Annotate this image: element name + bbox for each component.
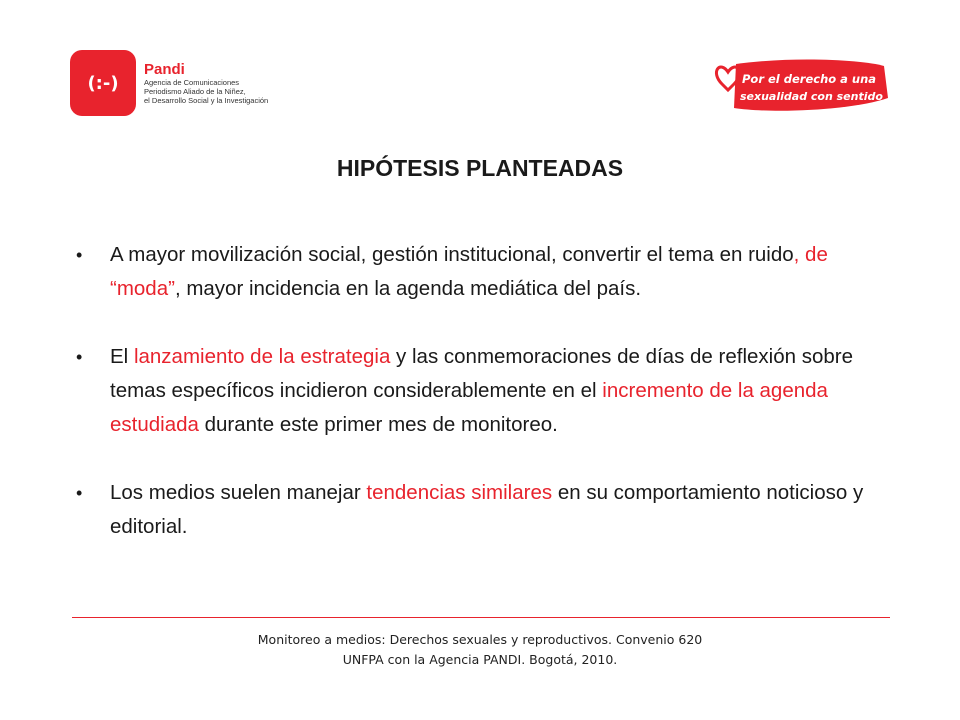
bullet-text <box>110 481 863 538</box>
footer <box>0 630 960 670</box>
highlighted-text: tendencias similares <box>366 481 553 504</box>
pandi-logo <box>70 50 268 116</box>
bullet-dot-icon: • <box>76 245 83 265</box>
campaign-line-1: Por el derecho a una <box>742 72 877 86</box>
body-text: A mayor movilización social, gestión institucional, convertir el tema en ruido <box>110 243 794 266</box>
bullet-item <box>76 238 896 306</box>
bullet-dot-icon: • <box>76 483 83 503</box>
campaign-logo-graphic <box>714 58 890 116</box>
body-text: El <box>110 345 134 368</box>
bullet-dot-icon: • <box>76 347 83 367</box>
smiley-icon: (:-) <box>70 50 136 116</box>
bullet-list <box>76 238 896 544</box>
body-text: en su comportamiento noticioso y editorial. <box>110 481 864 538</box>
bullet-text <box>110 243 828 300</box>
pandi-tagline-2: Periodismo Aliado de la Niñez, <box>144 87 246 96</box>
body-text: , mayor incidencia en la agenda mediática del país. <box>174 277 642 300</box>
campaign-logo <box>714 58 890 116</box>
pandi-tagline-1: Agencia de Comunicaciones <box>144 78 240 87</box>
body-text: durante este primer mes de monitoreo. <box>198 413 558 436</box>
pandi-name: Pandi <box>144 61 185 78</box>
pandi-logo-text <box>144 61 268 105</box>
campaign-line-2: sexualidad con sentido <box>740 90 883 103</box>
highlighted-text: lanzamiento de la estrategia <box>133 345 391 368</box>
body-text: Los medios suelen manejar <box>110 481 367 504</box>
footer-line-1: Monitoreo a medios: Derechos sexuales y reproductivos. Convenio 620 <box>257 632 703 647</box>
pandi-tagline-3: el Desarrollo Social y la Investigación <box>144 96 269 105</box>
page-title: HIPÓTESIS PLANTEADAS <box>336 155 624 181</box>
highlighted-text: incremento de la agenda estudiada <box>110 379 828 436</box>
bullet-item <box>76 340 896 442</box>
bullet-item <box>76 476 896 544</box>
footer-line-2: UNFPA con la Agencia PANDI. Bogotá, 2010. <box>342 652 618 667</box>
highlighted-text: , de “moda” <box>110 243 828 300</box>
body-text: y las conmemoraciones de días de reflexión sobre temas específicos incidieron considerablemente en el <box>110 345 853 402</box>
footer-divider <box>72 617 890 618</box>
bullet-text <box>110 345 853 436</box>
